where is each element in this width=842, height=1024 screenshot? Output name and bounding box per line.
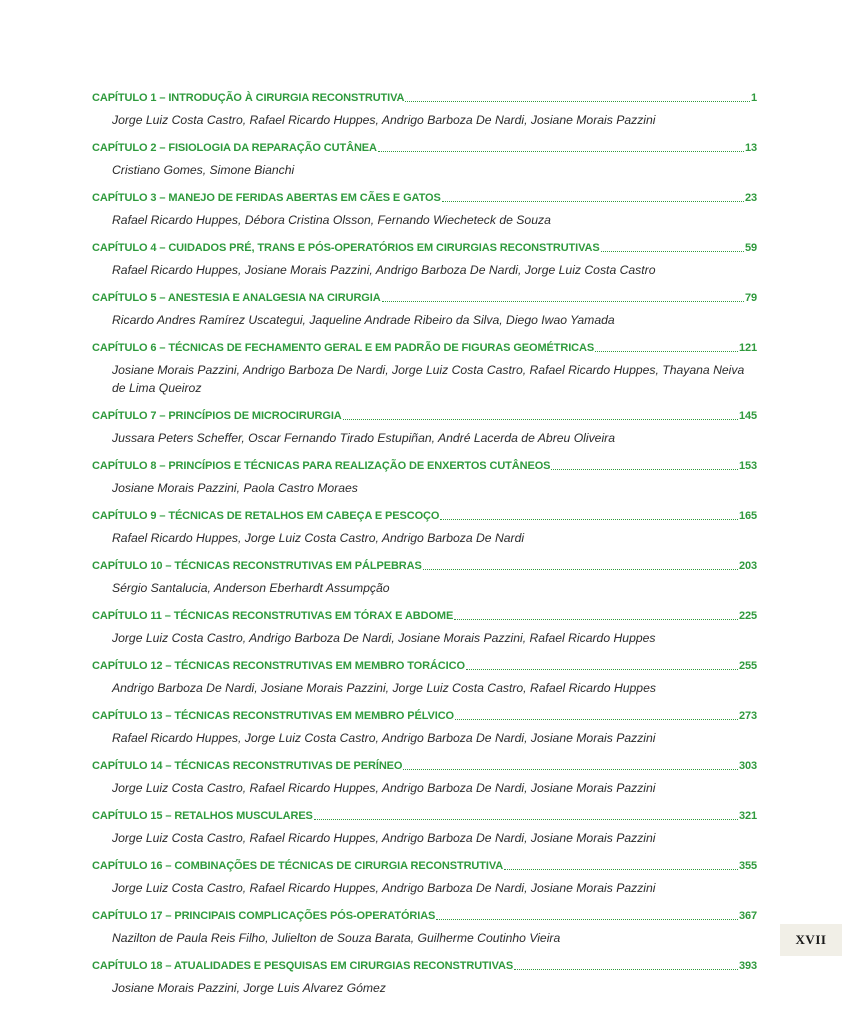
toc-entry-chapter-17[interactable] [92,910,757,947]
chapter-authors: Josiane Morais Pazzini, Paola Castro Moraes [112,481,358,495]
chapter-page-number[interactable]: 355 [738,860,757,872]
chapter-title[interactable]: CAPÍTULO 9 – TÉCNICAS DE RETALHOS EM CABEÇA E PESCOÇO [92,510,440,522]
chapter-page-number[interactable]: 165 [738,510,757,522]
dot-leader [514,968,738,970]
chapter-heading-line[interactable] [92,960,757,973]
toc-entry-chapter-16[interactable] [92,860,757,897]
chapter-heading-line[interactable] [92,710,757,723]
chapter-heading-line[interactable] [92,610,757,623]
chapter-authors: Rafael Ricardo Huppes, Josiane Morais Pazzini, Andrigo Barboza De Nardi, Jorge Luiz Costa Castro [112,263,656,277]
chapter-authors: Jorge Luiz Costa Castro, Rafael Ricardo Huppes, Andrigo Barboza De Nardi, Josiane Morais Pazzini [112,831,656,845]
chapter-page-number[interactable]: 121 [738,342,757,354]
chapter-heading-line[interactable] [92,410,757,423]
chapter-title[interactable]: CAPÍTULO 14 – TÉCNICAS RECONSTRUTIVAS DE PERÍNEO [92,760,403,772]
dot-leader [595,350,738,352]
chapter-heading-line[interactable] [92,910,757,923]
chapter-heading-line[interactable] [92,292,757,305]
toc-entry-chapter-5[interactable] [92,292,757,329]
page-folio-label: XVII [795,932,827,947]
chapter-authors: Jorge Luiz Costa Castro, Rafael Ricardo Huppes, Andrigo Barboza De Nardi, Josiane Morais Pazzini [112,113,656,127]
chapter-title[interactable]: CAPÍTULO 4 – CUIDADOS PRÉ, TRANS E PÓS-OPERATÓRIOS EM CIRURGIAS RECONSTRUTIVAS [92,242,600,254]
chapter-title[interactable]: CAPÍTULO 2 – FISIOLOGIA DA REPARAÇÃO CUTÂNEA [92,142,377,154]
chapter-authors: Jorge Luiz Costa Castro, Andrigo Barboza De Nardi, Josiane Morais Pazzini, Rafael Ricardo Huppes [112,631,656,645]
chapter-title[interactable]: CAPÍTULO 16 – COMBINAÇÕES DE TÉCNICAS DE CIRURGIA RECONSTRUTIVA [92,860,504,872]
chapter-page-number[interactable]: 273 [738,710,757,722]
chapter-title[interactable]: CAPÍTULO 15 – RETALHOS MUSCULARES [92,810,313,822]
chapter-title[interactable]: CAPÍTULO 3 – MANEJO DE FERIDAS ABERTAS EM CÃES E GATOS [92,192,441,204]
chapter-page-number[interactable]: 145 [738,410,757,422]
chapter-authors: Josiane Morais Pazzini, Andrigo Barboza De Nardi, Jorge Luiz Costa Castro, Rafael Ricardo Huppes, Thayana Neiva de Lima Queiroz [112,363,745,395]
toc-entry-chapter-1[interactable] [92,92,757,129]
dot-leader [403,768,738,770]
dot-leader [442,200,744,202]
chapter-authors: Jorge Luiz Costa Castro, Rafael Ricardo Huppes, Andrigo Barboza De Nardi, Josiane Morais Pazzini [112,781,656,795]
dot-leader [314,818,738,820]
chapter-title[interactable]: CAPÍTULO 10 – TÉCNICAS RECONSTRUTIVAS EM PÁLPEBRAS [92,560,422,572]
dot-leader [466,668,738,670]
toc-entry-chapter-6[interactable] [92,342,757,397]
chapter-authors: Sérgio Santalucia, Anderson Eberhardt Assumpção [112,581,390,595]
chapter-title[interactable]: CAPÍTULO 7 – PRINCÍPIOS DE MICROCIRURGIA [92,410,342,422]
dot-leader [504,868,738,870]
chapter-authors: Rafael Ricardo Huppes, Débora Cristina Olsson, Fernando Wiecheteck de Souza [112,213,551,227]
chapter-page-number[interactable]: 255 [738,660,757,672]
chapter-authors: Jorge Luiz Costa Castro, Rafael Ricardo Huppes, Andrigo Barboza De Nardi, Josiane Morais Pazzini [112,881,656,895]
toc-entry-chapter-3[interactable] [92,192,757,229]
table-of-contents [92,92,757,1010]
toc-entry-chapter-9[interactable] [92,510,757,547]
chapter-heading-line[interactable] [92,660,757,673]
chapter-page-number[interactable]: 367 [738,910,757,922]
chapter-title[interactable]: CAPÍTULO 18 – ATUALIDADES E PESQUISAS EM CIRURGIAS RECONSTRUTIVAS [92,960,514,972]
chapter-title[interactable]: CAPÍTULO 5 – ANESTESIA E ANALGESIA NA CIRURGIA [92,292,381,304]
chapter-page-number[interactable]: 225 [738,610,757,622]
toc-entry-chapter-15[interactable] [92,810,757,847]
chapter-heading-line[interactable] [92,560,757,573]
chapter-heading-line[interactable] [92,242,757,255]
chapter-page-number[interactable]: 79 [744,292,757,304]
chapter-title[interactable]: CAPÍTULO 13 – TÉCNICAS RECONSTRUTIVAS EM MEMBRO PÉLVICO [92,710,455,722]
chapter-title[interactable]: CAPÍTULO 8 – PRINCÍPIOS E TÉCNICAS PARA REALIZAÇÃO DE ENXERTOS CUTÂNEOS [92,460,551,472]
toc-entry-chapter-7[interactable] [92,410,757,447]
toc-entry-chapter-8[interactable] [92,460,757,497]
chapter-title[interactable]: CAPÍTULO 6 – TÉCNICAS DE FECHAMENTO GERAL E EM PADRÃO DE FIGURAS GEOMÉTRICAS [92,342,595,354]
chapter-heading-line[interactable] [92,342,757,355]
dot-leader [455,718,738,720]
chapter-page-number[interactable]: 303 [738,760,757,772]
chapter-page-number[interactable]: 203 [738,560,757,572]
dot-leader [423,568,738,570]
chapter-page-number[interactable]: 153 [738,460,757,472]
dot-leader [382,300,744,302]
chapter-title[interactable]: CAPÍTULO 17 – PRINCIPAIS COMPLICAÇÕES PÓS-OPERATÓRIAS [92,910,436,922]
chapter-title[interactable]: CAPÍTULO 11 – TÉCNICAS RECONSTRUTIVAS EM TÓRAX E ABDOME [92,610,454,622]
toc-entry-chapter-13[interactable] [92,710,757,747]
toc-entry-chapter-11[interactable] [92,610,757,647]
dot-leader [405,100,750,102]
toc-entry-chapter-4[interactable] [92,242,757,279]
chapter-heading-line[interactable] [92,810,757,823]
chapter-authors: Rafael Ricardo Huppes, Jorge Luiz Costa Castro, Andrigo Barboza De Nardi [112,531,525,545]
chapter-heading-line[interactable] [92,760,757,773]
toc-entry-chapter-14[interactable] [92,760,757,797]
chapter-authors: Josiane Morais Pazzini, Jorge Luis Alvarez Gómez [112,981,386,995]
chapter-authors: Andrigo Barboza De Nardi, Josiane Morais Pazzini, Jorge Luiz Costa Castro, Rafael Ricardo Huppes [112,681,656,695]
chapter-authors: Nazilton de Paula Reis Filho, Julielton de Souza Barata, Guilherme Coutinho Vieira [112,931,561,945]
chapter-authors: Rafael Ricardo Huppes, Jorge Luiz Costa Castro, Andrigo Barboza De Nardi, Josiane Morais Pazzini [112,731,656,745]
chapter-heading-line[interactable] [92,460,757,473]
toc-entry-chapter-2[interactable] [92,142,757,179]
dot-leader [378,150,744,152]
chapter-heading-line[interactable] [92,860,757,873]
chapter-page-number[interactable]: 59 [744,242,757,254]
chapter-authors: Cristiano Gomes, Simone Bianchi [112,163,295,177]
chapter-authors: Ricardo Andres Ramírez Uscategui, Jaqueline Andrade Ribeiro da Silva, Diego Iwao Yamada [112,313,615,327]
dot-leader [551,468,738,470]
dot-leader [601,250,744,252]
dot-leader [440,518,738,520]
dot-leader [436,918,738,920]
toc-entry-chapter-18[interactable] [92,960,757,997]
dot-leader [343,418,738,420]
toc-entry-chapter-12[interactable] [92,660,757,697]
chapter-page-number[interactable]: 393 [738,960,757,972]
chapter-page-number[interactable]: 23 [744,192,757,204]
page-folio [780,924,842,956]
chapter-heading-line[interactable] [92,142,757,155]
chapter-page-number[interactable]: 1 [750,92,757,104]
chapter-heading-line[interactable] [92,192,757,205]
chapter-heading-line[interactable] [92,92,757,105]
chapter-title[interactable]: CAPÍTULO 12 – TÉCNICAS RECONSTRUTIVAS EM MEMBRO TORÁCICO [92,660,465,672]
toc-entry-chapter-10[interactable] [92,560,757,597]
chapter-authors: Jussara Peters Scheffer, Oscar Fernando Tirado Estupiñan, André Lacerda de Abreu Oliveira [112,431,616,445]
dot-leader [454,618,738,620]
chapter-heading-line[interactable] [92,510,757,523]
chapter-page-number[interactable]: 321 [738,810,757,822]
chapter-page-number[interactable]: 13 [744,142,757,154]
chapter-title[interactable]: CAPÍTULO 1 – INTRODUÇÃO À CIRURGIA RECONSTRUTIVA [92,92,405,104]
